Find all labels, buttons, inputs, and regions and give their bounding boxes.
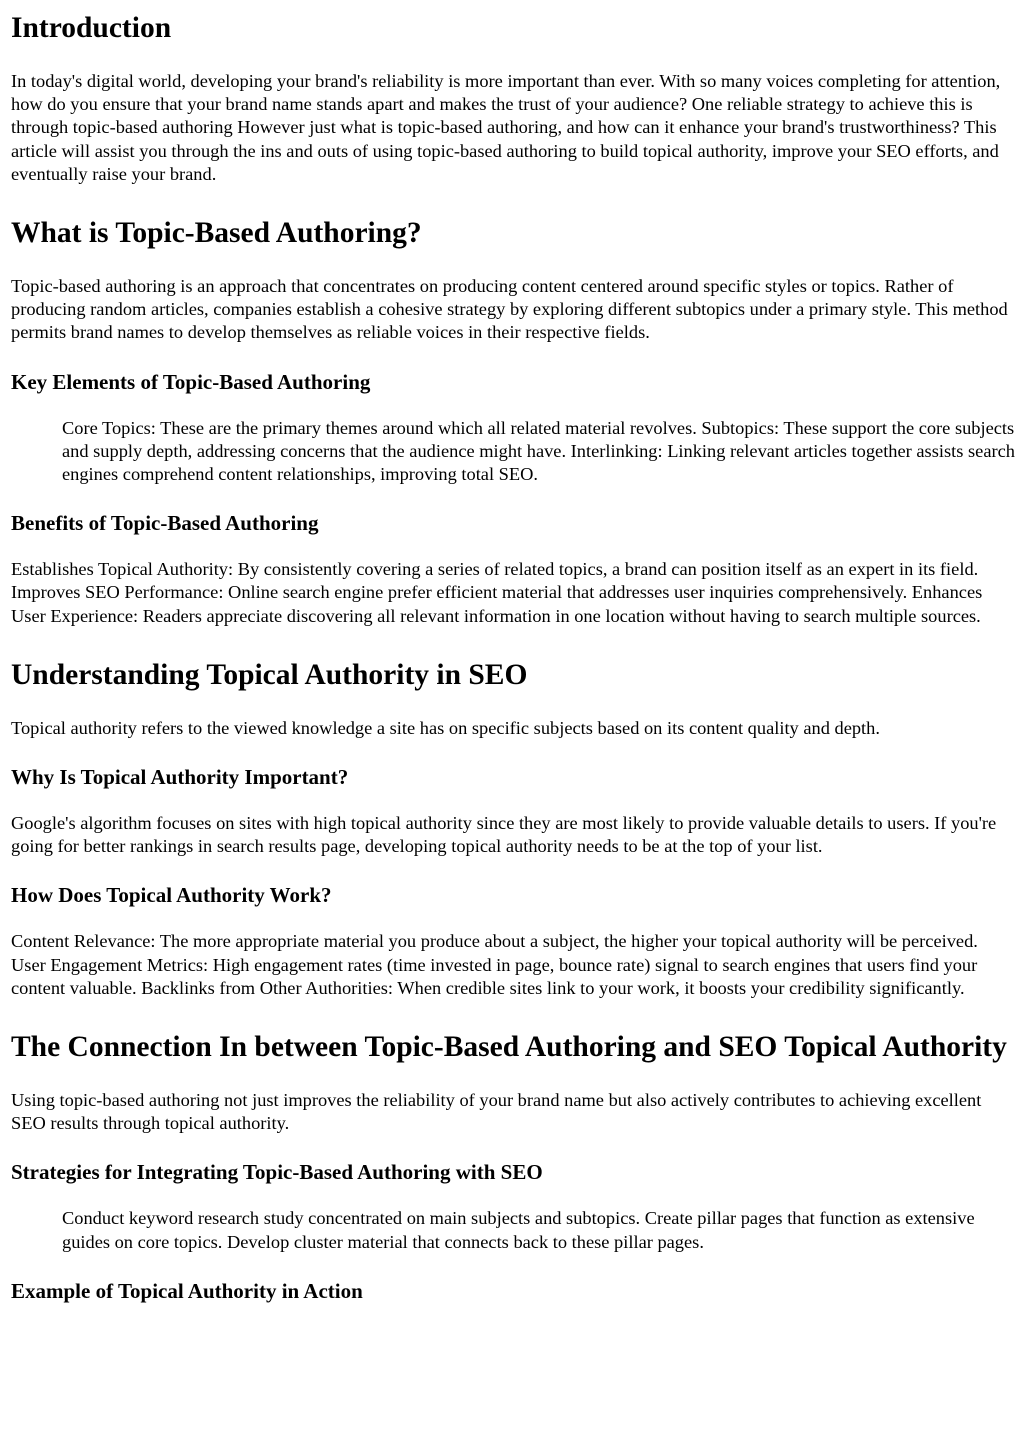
paragraph-introduction: In today's digital world, developing your brand's reliability is more important than ever. With so many voices completing for attention, how do you ensure that your brand name stands apart and makes the trust of your audience? One reliable strategy to achieve this is through topic-based authoring However just what is topic-based authoring, and how can it enhance your brand's trustworthiness? This article will assist you through the ins and outs of using topic-based authoring to build topical authority, improve your SEO efforts, and eventually raise your brand. [11, 71, 1001, 184]
paragraph-understanding-topical-authority: Topical authority refers to the viewed knowledge a site has on specific subjects based on its content quality and depth. [11, 717, 880, 738]
heading-connection: The Connection In between Topic-Based Authoring and SEO Topical Authority [11, 1031, 1007, 1064]
paragraph-connection: Using topic-based authoring not just improves the reliability of your brand name but also actively contributes to achieving excellent SEO results through topical authority. [11, 1090, 982, 1134]
heading-benefits: Benefits of Topic-Based Authoring [11, 511, 319, 536]
heading-what-is-topic-based-authoring: What is Topic-Based Authoring? [11, 217, 422, 250]
heading-how-it-works: How Does Topical Authority Work? [11, 883, 332, 908]
heading-introduction: Introduction [11, 12, 172, 44]
heading-understanding-topical-authority: Understanding Topical Authority in SEO [11, 658, 528, 691]
paragraph-how-it-works: Content Relevance: The more appropriate material you produce about a subject, the higher your topical authority will be perceived. User Engagement Metrics: High engagement rates (time invested in page, bounce rate) signal to search engines that users find your content valuable. Backlinks from Other Authorities: When credible sites link to your work, it boosts your credibility significantly. [11, 931, 978, 998]
paragraph-why-important: Google's algorithm focuses on sites with high topical authority since they are most likely to provide valuable details to users. If you're going for better rankings in search results page, developing topical authority needs to be at the top of your list. [11, 813, 997, 857]
heading-strategies: Strategies for Integrating Topic-Based Authoring with SEO [11, 1160, 543, 1185]
paragraph-what-is-topic-based-authoring: Topic-based authoring is an approach that concentrates on producing content centered around specific styles or topics. Rather of producing random articles, companies establish a cohesive strategy by exploring different subtopics under a primary style. This method permits brand names to develop themselves as reliable voices in their respective fields. [11, 276, 1008, 343]
blockquote-strategies: Conduct keyword research study concentrated on main subjects and subtopics. Create pillar pages that function as extensive guides on core topics. Develop cluster material that connects back to these pillar pages. [62, 1208, 975, 1252]
blockquote-key-elements: Core Topics: These are the primary themes around which all related material revolves. Subtopics: These support the core subjects and supply depth, addressing concerns that the audience might have. Interlinking: Linking relevant articles together assists search engines comprehend content relationships, improving total SEO. [62, 417, 1015, 485]
paragraph-benefits: Establishes Topical Authority: By consistently covering a series of related topics, a brand can position itself as an expert in its field. Improves SEO Performance: Online search engine prefer efficient material that addresses user inquiries comprehensively. Enhances User Experience: Readers appreciate discovering all relevant information in one location without having to search multiple sources. [11, 559, 983, 626]
heading-why-important: Why Is Topical Authority Important? [11, 765, 349, 790]
article-document [11, 10, 1015, 1304]
heading-key-elements: Key Elements of Topic-Based Authoring [11, 369, 371, 394]
heading-example: Example of Topical Authority in Action [11, 1278, 363, 1303]
